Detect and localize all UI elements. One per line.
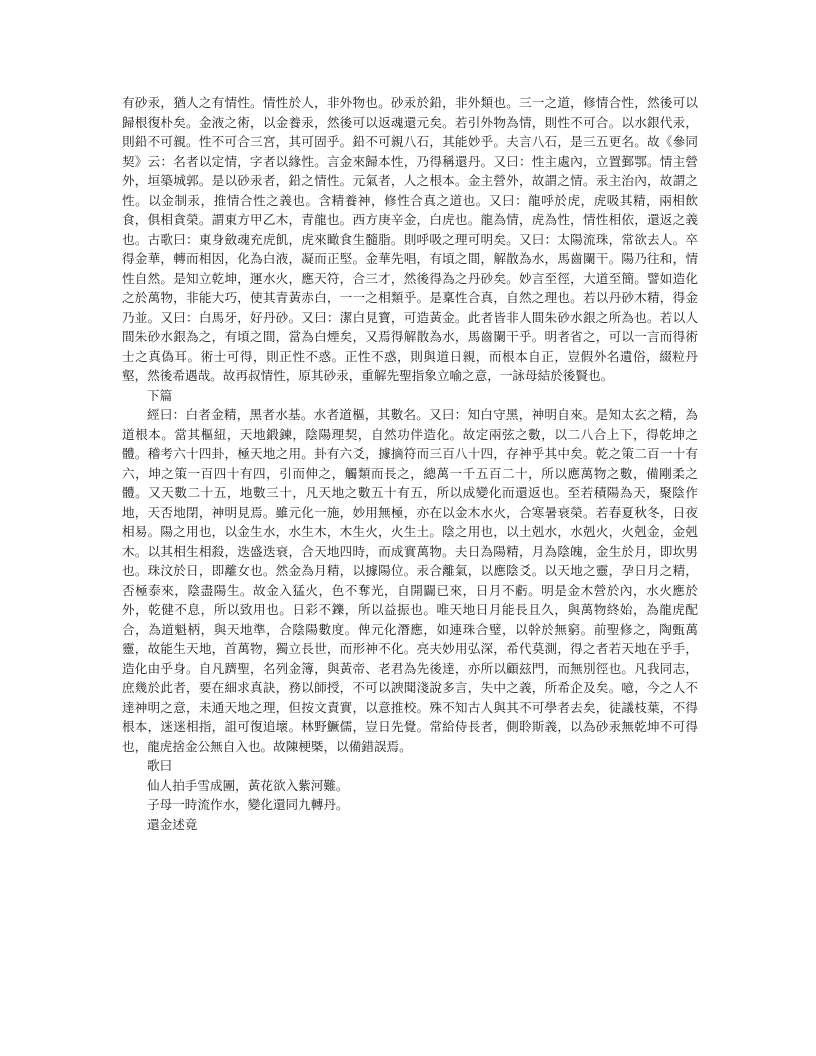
verse-line-2: 子母一時流作水，變化還同九轉丹。: [147, 797, 349, 812]
song-heading: 歌曰: [147, 758, 173, 773]
closing-heading: 還金述竟: [147, 816, 198, 832]
paragraph-1: 有砂汞，猶人之有情性。情性於人，非外物也。砂汞於鉛，非外類也。三一之道，修情合性，然後可以歸根復朴矣。金液之術，以金養汞，然後可以返魂還元矣。若引外物為情，則性不可合。以水銀代汞，則鉛不可親。性不可合三宮，其可固乎。鉛不可親八石，其能妙乎。夫言八石，是三五更名。故《參同契》云：名者以定情，字者以緣性。言金來歸本性，乃得稱還丹。又曰：性主處內，立置鄞鄂。情主營外，垣築城郭。是以砂汞者，鉛之情性。元氣者，人之根本。金主營外，故謂之情。汞主治內，故謂之性。以金制汞，推情合性之義也。含精養神，修性合真之道也。又曰：龍呼於虎，虎吸其精，兩相飲食，俱相貪榮。謂東方甲乙木，青龍也。西方庚辛金，白虎也。龍為情，虎為性，情性相依，還返之義也。古歌曰：東身斂魂充虎飢，虎來瞰食生髓脂。則呼吸之理可明矣。又曰：太陽流珠，常欲去人。卒得金華，轉而相因，化為白液，凝而正堅。金華先唱，有頃之間，解散為水，馬齒闌干。陽乃往和，情性自然。是知立乾坤，運水火，應天符，合三才，然後得為之丹砂矣。妙言至徑，大道至簡。譬如造化之於萬物，非能大巧，使其青黃赤白，一一之相類乎。是稟性合真，自然之理也。若以丹砂木精，得金乃並。又曰：白馬牙，好丹砂。又曰：潔白見寶，可造黃金。此者皆非人間朱砂水銀之所為也。若以人間朱砂水銀為之，有頃之間，當為白煙矣，又焉得解散為水，馬齒闌干乎。明者省之，可以一言而得術士之真偽耳。術士可得，則正性不惑。正性不惑，則與道日親，而根本自正，豈假外名遺俗，綴粒丹壑，然後希遇哉。故再叔情性，原其砂汞，重解先聖指象立喻之意，一詠母結於後賢也。: [122, 95, 698, 383]
verse-line-1: 仙人拍手雪成團，黃花欲入紫河難。: [147, 777, 349, 793]
paragraph-2: 經曰：白者金精，黑者水基。水者道樞，其數名。又曰：知白守黑，神明自來。是知太玄之精，為道根本。當其樞紐，天地鍛鍊，陰陽理契，自然功伴造化。故定兩弦之數，以二八合上下，得乾坤之體。稽考六十四卦，極天地之用。卦有六爻，據摘符而三百八十四，存神乎其中矣。乾之策二百一十有六，坤之策一百四十有四，引而伸之，觸類而長之，總萬一千五百二十，所以應萬物之數，備剛柔之體。又天數二十五，地數三十，凡天地之數五十有五，所以成變化而還返也。至若積陽為天，聚陰作地，天否地閉，神明見焉。雖元化一施，妙用無極，亦在以金木水火，合寒暑衰榮。若春夏秋冬，日夜相易。陽之用也，以金生水，水生木，木生火，火生土。陰之用也，以土剋水，水剋火，火剋金，金剋木。以其相生相殺，迭盛迭衰，合天地四時，而成實萬物。夫日為陽精，月為陰魄，金生於月，即坎男也。珠汶於日，即離女也。然金為月精，以據陽位。汞合離氣，以應陰爻。以天地之靈，孕日月之精，否極泰來，陰盡陽生。故金入猛火，色不奪光，自開闢已來，日月不虧。明是金木營於內，水火應於外，乾健不息，所以致用也。日彩不鑠，所以益振也。唯天地日月能長且久，與萬物終始，為龍虎配合，為道魁柄，與天地準，合陰陽數度。俾元化潛應，如連珠合璧，以幹於無窮。前聖修之，陶甄萬靈，故能生天地，首萬物，獨立長世，而形神不化。亮夫妙用弘深，希代莫測，得之者若天地在乎手，造化由乎身。自凡躋聖，名列金簿，與黃帝、老君為先後達，亦所以顧玆門，而無別徑也。凡我同志，庶幾於此者，要在細求真訣，務以師授，不可以諛聞淺說多言，失中之義，所希企及矣。噫，今之人不達神明之意，未通天地之理，但按文責實，以意推校。殊不知古人與其不可學者去矣，徒議枝葉，不得根本，迷迷相指，詛可復追壞。林野鱖儒，豈日先覺。常給侍長者，側聆斯義，以為砂汞無乾坤不可得也，龍虎捨金公無自入也。故陳梗槩，以備錯誤焉。: [122, 407, 698, 754]
text-body: [122, 93, 698, 834]
section-heading-lower: 下篇: [147, 387, 173, 403]
